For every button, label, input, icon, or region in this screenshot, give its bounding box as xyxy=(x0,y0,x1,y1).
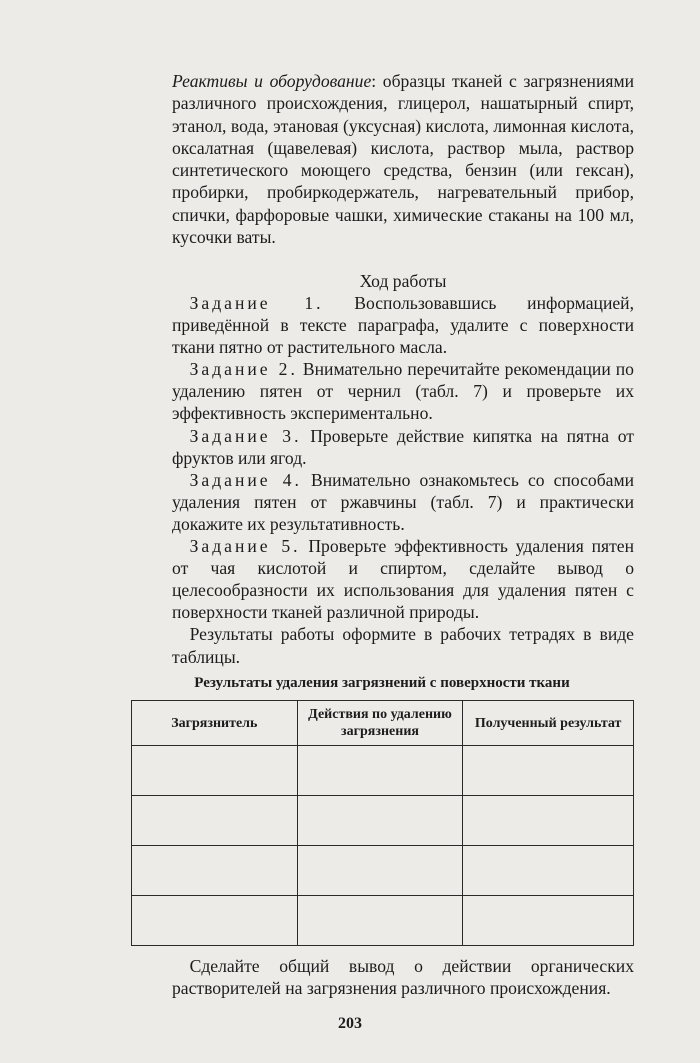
results-table xyxy=(131,700,634,946)
table-cell xyxy=(297,846,463,896)
table-cell xyxy=(463,896,634,946)
task-item xyxy=(172,535,634,623)
table-row xyxy=(132,746,634,796)
table-cell xyxy=(297,796,463,846)
header-result: Полученный результат xyxy=(463,701,634,746)
task-label: Задание 1. xyxy=(189,293,324,313)
table-cell xyxy=(132,846,298,896)
task-item xyxy=(172,292,634,358)
task-label: Задание 2. xyxy=(189,359,298,380)
table-cell xyxy=(132,896,298,946)
reagents-paragraph xyxy=(172,70,634,248)
table-cell xyxy=(463,796,634,846)
task-list xyxy=(172,292,634,668)
task-label: Задание 5. xyxy=(189,536,301,557)
table-row xyxy=(132,846,634,896)
table-cell xyxy=(463,846,634,896)
table-cell xyxy=(132,796,298,846)
task-label: Задание 4. xyxy=(189,469,302,490)
conclusion-paragraph xyxy=(172,955,634,1000)
table-row xyxy=(132,896,634,946)
task-text: Проверьте действие кипятка на пятна от фруктов или ягод. xyxy=(172,425,634,468)
results-note xyxy=(172,623,634,667)
header-contaminant: Загрязнитель xyxy=(132,701,298,746)
task-text: Проверьте эффективность удаления пятен от чая кислотой и спиртом, сделайте вывод о целесообразности их использования для удаления пятен с поверхности тканей различной природы. xyxy=(172,536,634,623)
task-item xyxy=(172,469,634,535)
task-label: Задание 3. xyxy=(189,425,302,446)
reagents-label: Реактивы и оборудование xyxy=(172,71,372,91)
procedure-heading: Ход работы xyxy=(359,271,447,291)
task-text: Воспользовавшись информацией, приведённой в тексте параграфа, удалите с поверхности ткани пятно от растительного масла. xyxy=(172,293,634,358)
task-text: Внимательно ознакомьтесь со способами удаления пятен от ржавчины (табл. 7) и практически докажите их результативность. xyxy=(172,469,635,534)
conclusion-text: Сделайте общий вывод о действии органических растворителей на загрязнения различного происхождения. xyxy=(172,956,634,999)
task-item xyxy=(172,425,634,469)
reagents-text: : образцы тканей с загрязнениями различного происхождения, глицерол, нашатырный спирт, этанол, вода, этановая (уксусная) кислота, лимонная кислота, оксалатная (щавелевая) кислота, раствор мыла, раствор синтетического моющего средства, бензин (или гексан), пробирки, пробиркодержатель, нагревательный прибор, спички, фарфоровые чашки, химические стаканы на 100 мл, кусочки ваты. xyxy=(172,71,634,248)
table-title: Результаты удаления загрязнений с поверхности ткани xyxy=(194,675,570,691)
task-text: Внимательно перечитайте рекомендации по удалению пятен от чернил (табл. 7) и проверьте их эффективность экспериментально. xyxy=(172,359,634,424)
table-cell xyxy=(297,896,463,946)
table-row xyxy=(132,796,634,846)
task-item xyxy=(172,358,634,424)
table-cell xyxy=(132,746,298,796)
header-removal-actions: Действия по удалению загрязнения xyxy=(297,701,463,746)
page-number: 203 xyxy=(338,1015,362,1032)
table-cell xyxy=(297,746,463,796)
table-header-row xyxy=(132,701,634,746)
table-cell xyxy=(463,746,634,796)
results-note-text: Результаты работы оформите в рабочих тетрадях в виде таблицы. xyxy=(172,624,634,667)
